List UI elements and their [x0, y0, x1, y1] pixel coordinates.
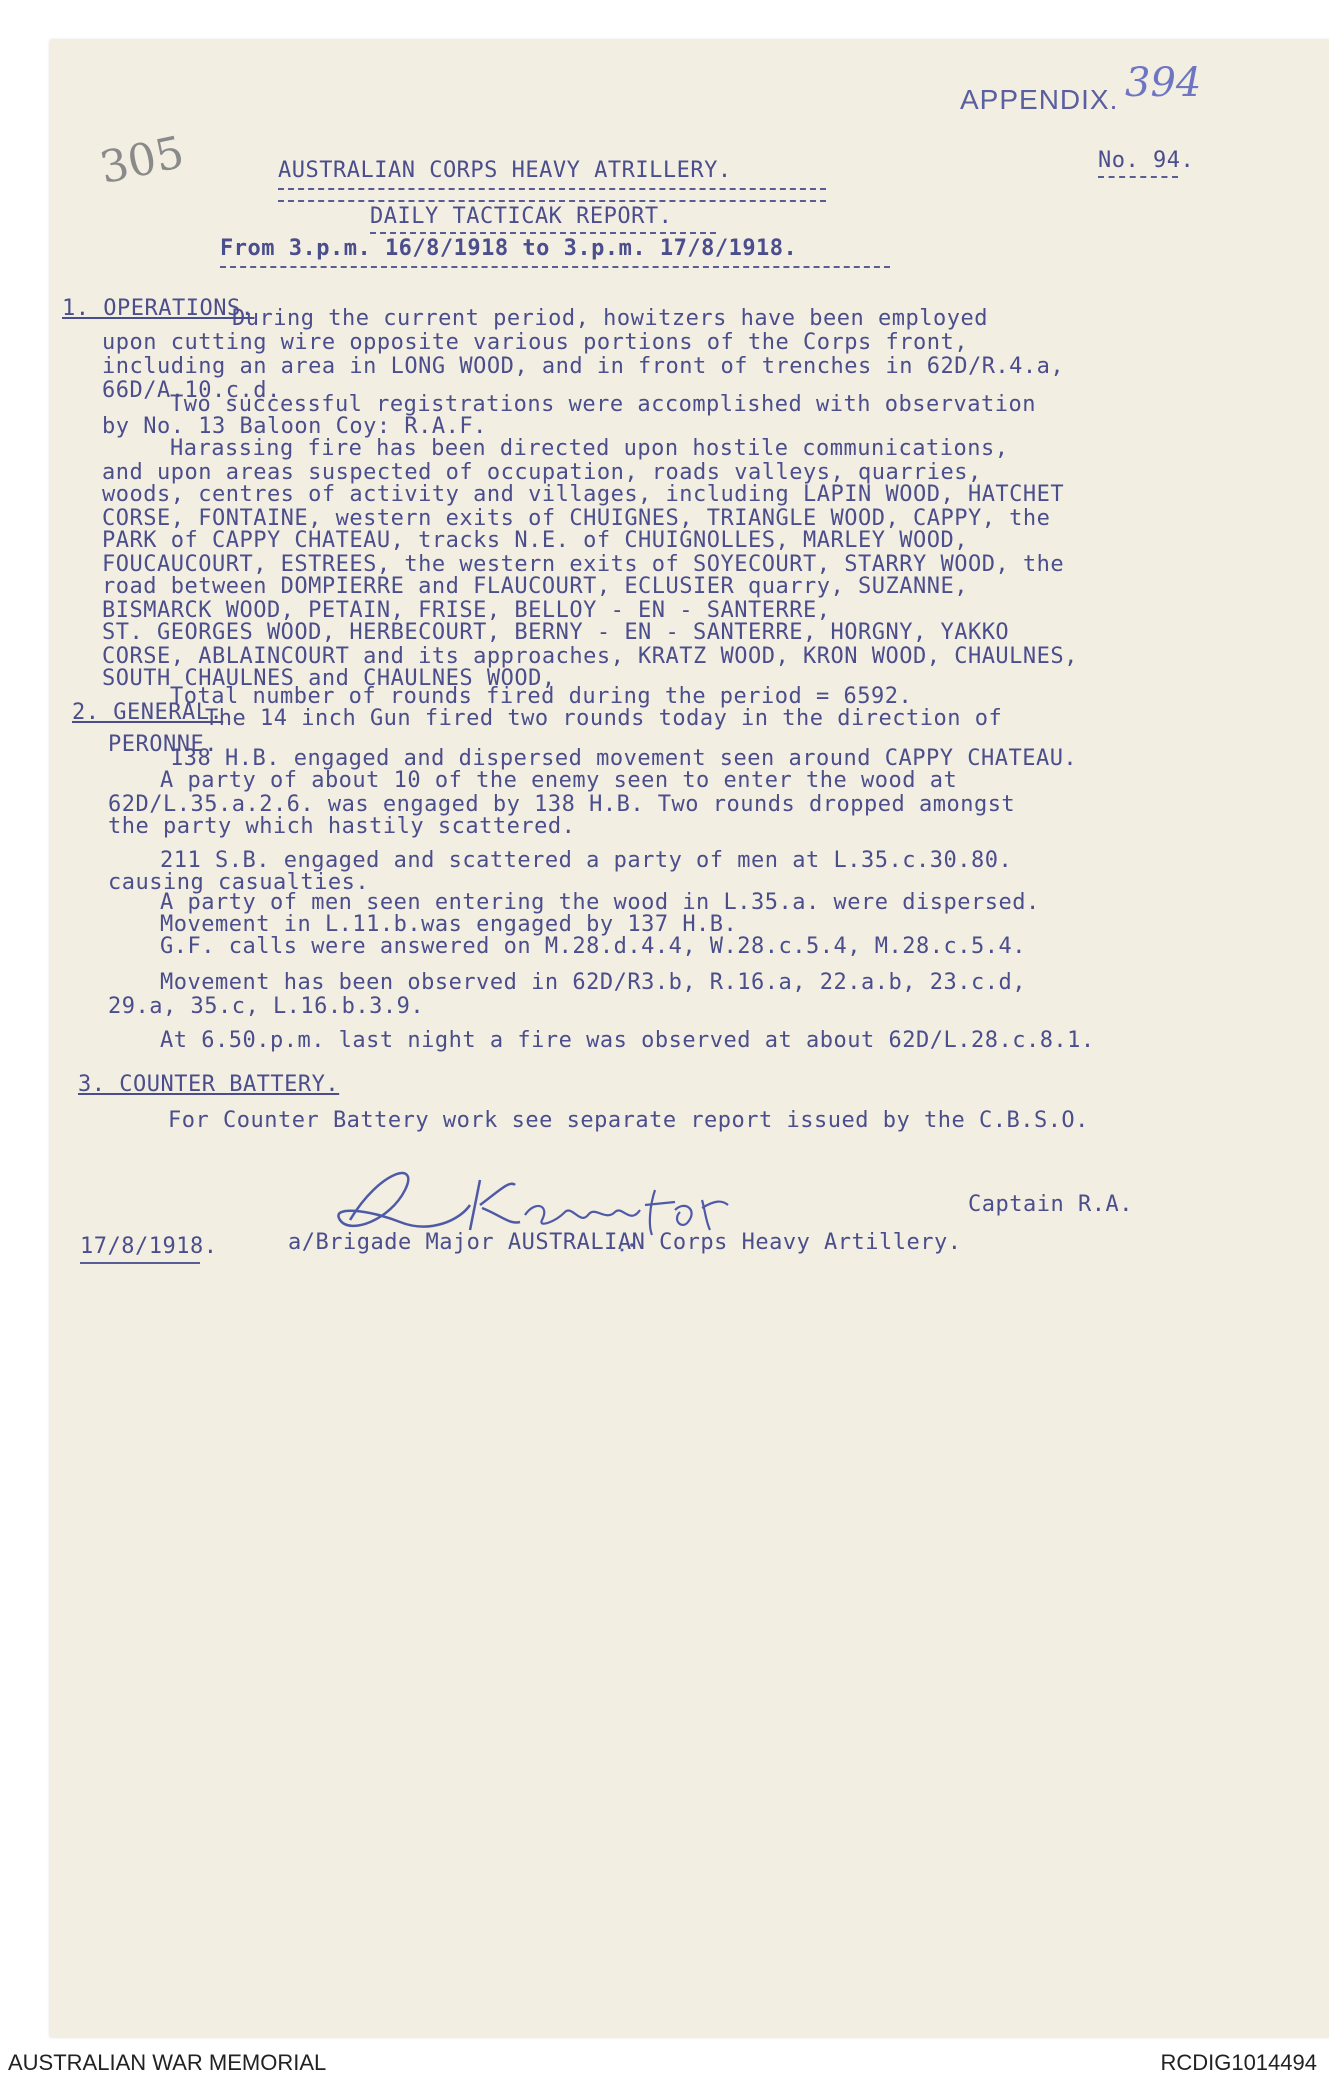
subtitle-underline	[370, 232, 716, 234]
operations-line: PARK of CAPPY CHATEAU, tracks N.E. of CHUIGNOLLES, MARLEY WOOD,	[102, 528, 968, 553]
section-operations-heading	[62, 296, 254, 321]
footer-source: AUSTRALIAN WAR MEMORIAL	[8, 2050, 327, 2075]
operations-line: Two successful registrations were accomplished with observation	[170, 392, 1036, 417]
operations-heading-text: 1. OPERATIONS.	[62, 296, 255, 321]
document-subtitle: DAILY TACTICAK REPORT.	[370, 204, 673, 229]
title-underline-2	[278, 200, 826, 202]
document-title: AUSTRALIAN CORPS HEAVY ATRILLERY.	[278, 158, 732, 183]
operations-line: During the current period, howitzers have been employed	[232, 306, 988, 331]
operations-line: CORSE, FONTAINE, western exits of CHUIGNES, TRIANGLE WOOD, CAPPY, the	[102, 506, 1051, 531]
operations-line: CORSE, ABLAINCOURT and its approaches, KRATZ WOOD, KRON WOOD, CHAULNES,	[102, 644, 1078, 669]
general-line: G.F. calls were answered on M.28.d.4.4, W.28.c.5.4, M.28.c.5.4.	[160, 934, 1026, 959]
date-underline	[80, 1262, 200, 1264]
general-line: 62D/L.35.a.2.6. was engaged by 138 H.B. Two rounds dropped amongst	[108, 792, 1016, 817]
counter-battery-heading-text: 3. COUNTER BATTERY.	[78, 1072, 340, 1097]
period-underline	[220, 266, 890, 268]
report-number-underline	[1098, 176, 1178, 178]
general-line: A party of men seen entering the wood in L.35.a. were dispersed.	[160, 890, 1040, 915]
operations-line: by No. 13 Baloon Coy: R.A.F.	[102, 414, 487, 439]
operations-line: FOUCAUCOURT, ESTREES, the western exits of SOYECOURT, STARRY WOOD, the	[102, 552, 1065, 577]
general-line: At 6.50.p.m. last night a fire was observed at about 62D/L.28.c.8.1.	[160, 1028, 1095, 1053]
general-line: 211 S.B. engaged and scattered a party of men at L.35.c.30.80.	[160, 848, 1013, 873]
general-line: A party of about 10 of the enemy seen to enter the wood at	[160, 768, 958, 793]
title-underline	[278, 188, 826, 190]
general-line: Movement in L.11.b.was engaged by 137 H.B.	[160, 912, 738, 937]
operations-line: SOUTH CHAULNES and CHAULNES WOOD,	[102, 666, 556, 691]
operations-line: Harassing fire has been directed upon hostile communications,	[170, 436, 1009, 461]
signatory-role: a/Brigade Major AUSTRALIAN Corps Heavy Artillery.	[288, 1230, 962, 1255]
report-number: No. 94.	[1098, 148, 1195, 173]
operations-line: woods, centres of activity and villages, including LAPIN WOOD, HATCHET	[102, 482, 1065, 507]
general-line: the party which hastily scattered.	[108, 814, 576, 839]
operations-line: Total number of rounds fired during the period = 6592.	[170, 684, 913, 709]
operations-line: road between DOMPIERRE and FLAUCOURT, ECLUSIER quarry, SUZANNE,	[102, 574, 968, 599]
general-line: Movement has been observed in 62D/R3.b, R.16.a, 22.a.b, 23.c.d,	[160, 970, 1026, 995]
general-line: The 14 inch Gun fired two rounds today in the direction of	[205, 706, 1003, 731]
section-counter-battery-heading	[78, 1072, 339, 1097]
appendix-stamp: APPENDIX.	[960, 84, 1119, 115]
section-general-heading	[72, 700, 223, 725]
footer-id: RCDIG1014494	[1160, 2050, 1317, 2075]
document-page	[50, 40, 1329, 2037]
general-line: PERONNE.	[108, 732, 218, 757]
signature-date: 17/8/1918.	[80, 1234, 218, 1259]
general-line: 29.a, 35.c, L.16.b.3.9.	[108, 994, 425, 1019]
operations-line: including an area in LONG WOOD, and in front of trenches in 62D/R.4.a,	[102, 354, 1065, 379]
report-period: From 3.p.m. 16/8/1918 to 3.p.m. 17/8/1918.	[220, 236, 798, 261]
general-heading-text: 2. GENERAL.	[72, 700, 224, 725]
signatory-rank: Captain R.A.	[968, 1192, 1133, 1217]
appendix-number: 394	[1125, 60, 1202, 106]
counter-battery-text: For Counter Battery work see separate report issued by the C.B.S.O.	[168, 1108, 1089, 1133]
general-line: causing casualties.	[108, 870, 370, 895]
operations-line: and upon areas suspected of occupation, roads valleys, quarries,	[102, 460, 982, 485]
pencil-annotation: 305	[95, 126, 189, 195]
general-line: 138 H.B. engaged and dispersed movement seen around CAPPY CHATEAU.	[170, 746, 1078, 771]
operations-line: BISMARCK WOOD, PETAIN, FRISE, BELLOY - EN - SANTERRE,	[102, 598, 831, 623]
operations-line: 66D/A.10.c.d.	[102, 378, 281, 403]
operations-line: upon cutting wire opposite various portions of the Corps front,	[102, 330, 968, 355]
operations-line: ST. GEORGES WOOD, HERBECOURT, BERNY - EN - SANTERRE, HORGNY, YAKKO	[102, 620, 1010, 645]
